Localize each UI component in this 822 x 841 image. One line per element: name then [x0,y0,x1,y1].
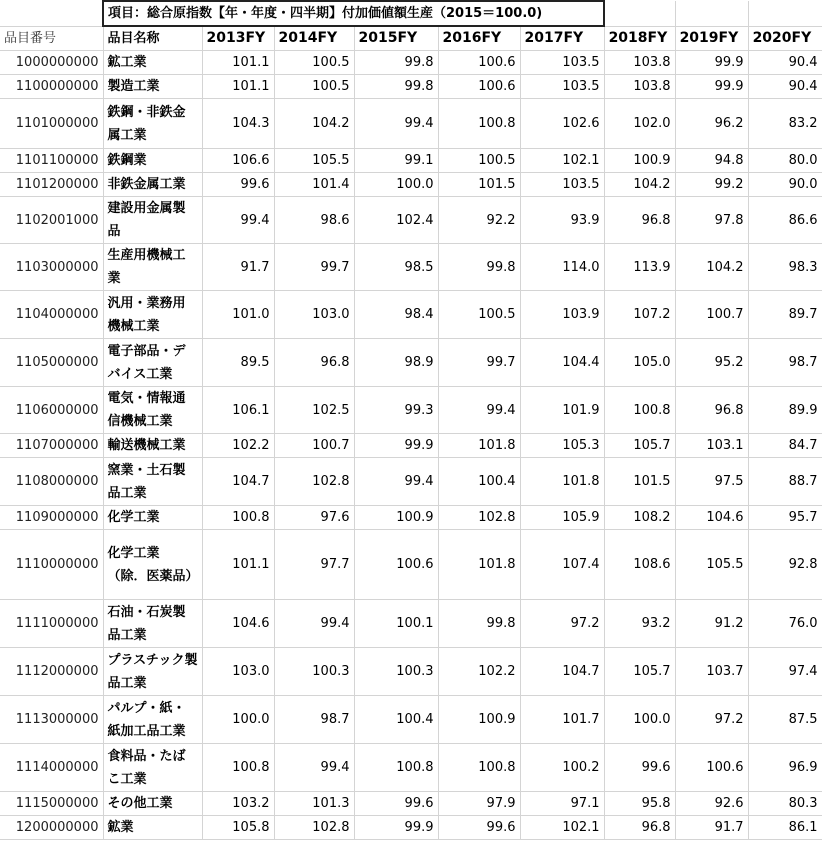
item-code-cell[interactable]: 1113000000 [0,696,103,744]
table-row [0,506,822,530]
value-cell[interactable]: 97.4 [748,648,822,696]
value-cell[interactable]: 98.6 [274,197,354,244]
value-cell[interactable]: 83.2 [748,99,822,149]
value-cell[interactable]: 80.0 [748,149,822,173]
value-cell[interactable]: 101.0 [202,291,274,339]
item-code-cell[interactable]: 1111000000 [0,600,103,648]
value-cell[interactable]: 104.2 [274,99,354,149]
value-cell[interactable]: 98.5 [354,244,438,291]
value-cell[interactable]: 101.9 [520,387,604,434]
value-cell[interactable]: 99.9 [675,75,748,99]
value-cell[interactable]: 100.2 [520,744,604,792]
value-cell[interactable]: 100.0 [354,173,438,197]
value-cell[interactable]: 104.7 [202,458,274,506]
value-cell[interactable]: 100.8 [438,99,520,149]
table-row [0,51,822,75]
value-cell[interactable]: 101.5 [438,173,520,197]
value-cell[interactable]: 100.9 [438,696,520,744]
value-cell[interactable]: 99.4 [202,197,274,244]
header-code-cell[interactable] [0,26,103,51]
value-cell[interactable]: 100.5 [438,291,520,339]
value-cell[interactable]: 104.3 [202,99,274,149]
item-code-cell[interactable]: 1106000000 [0,387,103,434]
value-cell[interactable]: 96.9 [748,744,822,792]
value-cell[interactable]: 86.1 [748,816,822,840]
header-year: 2019FY [679,29,739,46]
item-name-cell[interactable]: パルプ・紙・紙加工品工業 [103,696,202,744]
item-code-cell[interactable]: 1200000000 [0,816,103,840]
value-cell[interactable]: 87.5 [748,696,822,744]
value-cell[interactable]: 105.5 [274,149,354,173]
value-cell[interactable]: 100.8 [438,744,520,792]
table-row [0,530,822,600]
value-cell[interactable]: 103.7 [675,648,748,696]
value-cell[interactable]: 99.4 [354,99,438,149]
value-cell[interactable]: 96.8 [675,387,748,434]
item-name-cell[interactable]: 窯業・土石製品工業 [103,458,202,506]
item-name-cell[interactable]: 非鉄金属工業 [103,173,202,197]
value-cell[interactable]: 114.0 [520,244,604,291]
value-cell[interactable]: 103.2 [202,792,274,816]
value-cell[interactable]: 101.8 [438,434,520,458]
value-cell[interactable]: 102.8 [438,506,520,530]
value-cell[interactable]: 100.6 [438,75,520,99]
header-year: 2013FY [206,30,266,46]
header-name-cell[interactable] [103,26,202,51]
value-cell[interactable]: 101.8 [520,458,604,506]
value-cell[interactable]: 104.2 [675,244,748,291]
value-cell[interactable]: 103.5 [520,173,604,197]
value-cell[interactable]: 91.2 [675,600,748,648]
value-cell[interactable]: 100.6 [675,744,748,792]
value-cell[interactable]: 100.0 [202,696,274,744]
value-cell[interactable]: 100.7 [274,434,354,458]
item-name-cell[interactable]: 食料品・たばこ工業 [103,744,202,792]
value-cell[interactable]: 113.9 [604,244,675,291]
value-cell[interactable]: 106.1 [202,387,274,434]
value-cell[interactable]: 99.6 [604,744,675,792]
value-cell[interactable]: 98.4 [354,291,438,339]
item-code-cell[interactable]: 1101000000 [0,99,103,149]
value-cell[interactable]: 103.9 [520,291,604,339]
value-cell[interactable]: 92.2 [438,197,520,244]
item-name-cell[interactable]: 化学工業 [103,506,202,530]
item-name-cell[interactable]: 鉱業 [103,816,202,840]
value-cell[interactable]: 99.7 [438,339,520,387]
value-cell[interactable]: 97.8 [675,197,748,244]
value-cell[interactable]: 100.0 [604,696,675,744]
title-row [0,1,822,26]
value-cell[interactable]: 102.4 [354,197,438,244]
value-cell[interactable]: 97.1 [520,792,604,816]
header-year-cell[interactable] [438,26,520,51]
value-cell[interactable]: 97.9 [438,792,520,816]
value-cell[interactable]: 105.8 [202,816,274,840]
value-cell[interactable]: 100.3 [354,648,438,696]
value-cell[interactable]: 98.9 [354,339,438,387]
value-cell[interactable]: 91.7 [675,816,748,840]
value-cell[interactable]: 100.6 [438,51,520,75]
table-row [0,696,822,744]
item-code-cell[interactable]: 1101200000 [0,173,103,197]
header-year-cell[interactable] [748,26,822,51]
table-row [0,149,822,173]
value-cell[interactable]: 99.2 [675,173,748,197]
table-row [0,339,822,387]
item-code-cell[interactable]: 1114000000 [0,744,103,792]
value-cell[interactable]: 99.1 [354,149,438,173]
value-cell[interactable]: 99.9 [354,816,438,840]
value-cell[interactable]: 100.4 [438,458,520,506]
item-code-cell[interactable]: 1104000000 [0,291,103,339]
item-name-cell[interactable]: 鉄鋼・非鉄金属工業 [103,99,202,149]
value-cell[interactable]: 102.8 [274,816,354,840]
sheet-title: 項目：総合原指数【年・年度・四半期】付加価値額生産（2015＝100.0) [108,6,543,21]
value-cell[interactable]: 105.7 [604,648,675,696]
header-year-cell[interactable] [604,26,675,51]
value-cell[interactable]: 99.4 [354,458,438,506]
header-year: 2016FY [442,30,502,46]
value-cell[interactable]: 97.5 [675,458,748,506]
value-cell[interactable]: 103.1 [675,434,748,458]
value-cell[interactable]: 97.6 [274,506,354,530]
value-cell[interactable]: 100.5 [274,51,354,75]
value-cell[interactable]: 107.2 [604,291,675,339]
value-cell[interactable]: 89.5 [202,339,274,387]
value-cell[interactable]: 91.7 [202,244,274,291]
value-cell[interactable]: 96.8 [604,197,675,244]
value-cell[interactable]: 99.8 [438,600,520,648]
value-cell[interactable]: 101.3 [274,792,354,816]
value-cell[interactable]: 100.7 [675,291,748,339]
value-cell[interactable]: 99.9 [354,434,438,458]
header-year: 2017FY [524,30,584,46]
value-cell[interactable]: 99.4 [274,600,354,648]
value-cell[interactable]: 86.6 [748,197,822,244]
item-name-cell[interactable]: 汎用・業務用機械工業 [103,291,202,339]
header-year: 2015FY [358,30,418,46]
table-row [0,387,822,434]
value-cell[interactable]: 99.6 [438,816,520,840]
value-cell[interactable]: 103.8 [604,51,675,75]
value-cell[interactable]: 102.5 [274,387,354,434]
item-name-cell[interactable]: 化学工業（除．医薬品） [103,530,202,600]
value-cell[interactable]: 104.7 [520,648,604,696]
value-cell[interactable]: 102.1 [520,816,604,840]
header-year-cell[interactable] [202,26,274,51]
value-cell[interactable]: 105.9 [520,506,604,530]
header-year: 2020FY [752,29,812,46]
item-code-cell[interactable]: 1101100000 [0,149,103,173]
value-cell[interactable]: 102.8 [274,458,354,506]
value-cell[interactable]: 95.7 [748,506,822,530]
value-cell[interactable]: 80.3 [748,792,822,816]
item-name-cell[interactable]: 製造工業 [103,75,202,99]
value-cell[interactable]: 103.5 [520,75,604,99]
value-cell[interactable]: 100.8 [202,744,274,792]
value-cell[interactable]: 99.6 [354,792,438,816]
item-code-cell[interactable]: 1000000000 [0,51,103,75]
value-cell[interactable]: 101.1 [202,75,274,99]
item-name-cell[interactable]: 鉄鋼業 [103,149,202,173]
header-code: 品目番号 [4,30,57,46]
value-cell[interactable]: 101.4 [274,173,354,197]
item-name-cell[interactable]: 生産用機械工業 [103,244,202,291]
value-cell[interactable]: 96.8 [604,816,675,840]
table-row [0,600,822,648]
value-cell[interactable]: 105.3 [520,434,604,458]
item-name-cell[interactable]: 電子部品・デバイス工業 [103,339,202,387]
value-cell[interactable]: 103.0 [274,291,354,339]
value-cell[interactable]: 101.1 [202,51,274,75]
value-cell[interactable]: 97.2 [520,600,604,648]
value-cell[interactable]: 105.0 [604,339,675,387]
value-cell[interactable]: 102.0 [604,99,675,149]
table-row [0,816,822,840]
value-cell[interactable]: 94.8 [675,149,748,173]
item-code-cell[interactable]: 1103000000 [0,244,103,291]
table-row [0,792,822,816]
value-cell[interactable]: 90.4 [748,51,822,75]
value-cell[interactable]: 99.8 [354,75,438,99]
header-year-cell[interactable] [274,26,354,51]
value-cell[interactable]: 101.5 [604,458,675,506]
value-cell[interactable]: 89.7 [748,291,822,339]
table-row [0,744,822,792]
title-row-empty-cell[interactable] [675,1,748,26]
value-cell[interactable]: 88.7 [748,458,822,506]
item-name-cell[interactable]: プラスチック製品工業 [103,648,202,696]
item-code-cell[interactable]: 1105000000 [0,339,103,387]
value-cell[interactable]: 107.4 [520,530,604,600]
value-cell[interactable]: 99.9 [675,51,748,75]
value-cell[interactable]: 92.8 [748,530,822,600]
value-cell[interactable]: 99.7 [274,244,354,291]
header-year-cell[interactable] [520,26,604,51]
item-code-cell[interactable]: 1102001000 [0,197,103,244]
value-cell[interactable]: 100.3 [274,648,354,696]
value-cell[interactable]: 99.6 [202,173,274,197]
value-cell[interactable]: 100.8 [354,744,438,792]
header-year: 2018FY [608,29,668,46]
value-cell[interactable]: 104.6 [202,600,274,648]
value-cell[interactable]: 95.2 [675,339,748,387]
item-name-cell[interactable]: 輸送機械工業 [103,434,202,458]
value-cell[interactable]: 90.0 [748,173,822,197]
value-cell[interactable]: 96.8 [274,339,354,387]
value-cell[interactable]: 103.0 [202,648,274,696]
item-code-cell[interactable]: 1109000000 [0,506,103,530]
value-cell[interactable]: 99.4 [274,744,354,792]
value-cell[interactable]: 100.9 [354,506,438,530]
item-name-cell[interactable]: 電気・情報通信機械工業 [103,387,202,434]
value-cell[interactable]: 99.3 [354,387,438,434]
item-code-cell[interactable]: 1108000000 [0,458,103,506]
value-cell[interactable]: 96.2 [675,99,748,149]
value-cell[interactable]: 90.4 [748,75,822,99]
value-cell[interactable]: 100.9 [604,149,675,173]
table-row [0,648,822,696]
value-cell[interactable]: 99.8 [354,51,438,75]
value-cell[interactable]: 76.0 [748,600,822,648]
value-cell[interactable]: 105.7 [604,434,675,458]
header-year: 2014FY [278,30,338,46]
header-year-cell[interactable] [354,26,438,51]
value-cell[interactable]: 84.7 [748,434,822,458]
sheet-title-cell[interactable] [103,1,604,26]
table-row [0,99,822,149]
value-cell[interactable]: 92.6 [675,792,748,816]
value-cell[interactable]: 99.8 [438,244,520,291]
table-row [0,458,822,506]
item-code-cell[interactable]: 1110000000 [0,530,103,600]
value-cell[interactable]: 93.2 [604,600,675,648]
item-code-cell[interactable]: 1112000000 [0,648,103,696]
item-name-cell[interactable]: その他工業 [103,792,202,816]
value-cell[interactable]: 100.5 [274,75,354,99]
value-cell[interactable]: 99.4 [438,387,520,434]
value-cell[interactable]: 102.2 [438,648,520,696]
value-cell[interactable]: 102.2 [202,434,274,458]
value-cell[interactable]: 108.2 [604,506,675,530]
value-cell[interactable]: 106.6 [202,149,274,173]
item-code-cell[interactable]: 1100000000 [0,75,103,99]
header-row [0,26,822,51]
value-cell[interactable]: 100.8 [604,387,675,434]
table-row [0,197,822,244]
value-cell[interactable]: 97.2 [675,696,748,744]
value-cell[interactable]: 98.3 [748,244,822,291]
value-cell[interactable]: 100.1 [354,600,438,648]
value-cell[interactable]: 108.6 [604,530,675,600]
value-cell[interactable]: 103.8 [604,75,675,99]
value-cell[interactable]: 105.5 [675,530,748,600]
value-cell[interactable]: 103.5 [520,51,604,75]
value-cell[interactable]: 100.6 [354,530,438,600]
title-row-empty-cell[interactable] [0,1,103,26]
item-code-cell[interactable]: 1115000000 [0,792,103,816]
table-row [0,434,822,458]
value-cell[interactable]: 104.4 [520,339,604,387]
value-cell[interactable]: 89.9 [748,387,822,434]
value-cell[interactable]: 100.4 [354,696,438,744]
value-cell[interactable]: 101.8 [438,530,520,600]
value-cell[interactable]: 104.6 [675,506,748,530]
table-row [0,173,822,197]
title-row-empty-cell[interactable] [604,1,675,26]
header-year-cell[interactable] [675,26,748,51]
table-row [0,75,822,99]
table-row [0,291,822,339]
table-row [0,244,822,291]
item-name-cell[interactable]: 石油・石炭製品工業 [103,600,202,648]
value-cell[interactable]: 97.7 [274,530,354,600]
value-cell[interactable]: 104.2 [604,173,675,197]
value-cell[interactable]: 98.7 [274,696,354,744]
value-cell[interactable]: 95.8 [604,792,675,816]
item-name-cell[interactable]: 鉱工業 [103,51,202,75]
value-cell[interactable]: 102.6 [520,99,604,149]
value-cell[interactable]: 98.7 [748,339,822,387]
header-name: 品目名称 [107,31,160,46]
value-cell[interactable]: 100.8 [202,506,274,530]
title-row-empty-cell[interactable] [748,1,822,26]
item-name-cell[interactable]: 建設用金属製品 [103,197,202,244]
item-code-cell[interactable]: 1107000000 [0,434,103,458]
value-cell[interactable]: 101.7 [520,696,604,744]
value-cell[interactable]: 102.1 [520,149,604,173]
value-cell[interactable]: 100.5 [438,149,520,173]
value-cell[interactable]: 101.1 [202,530,274,600]
value-cell[interactable]: 93.9 [520,197,604,244]
